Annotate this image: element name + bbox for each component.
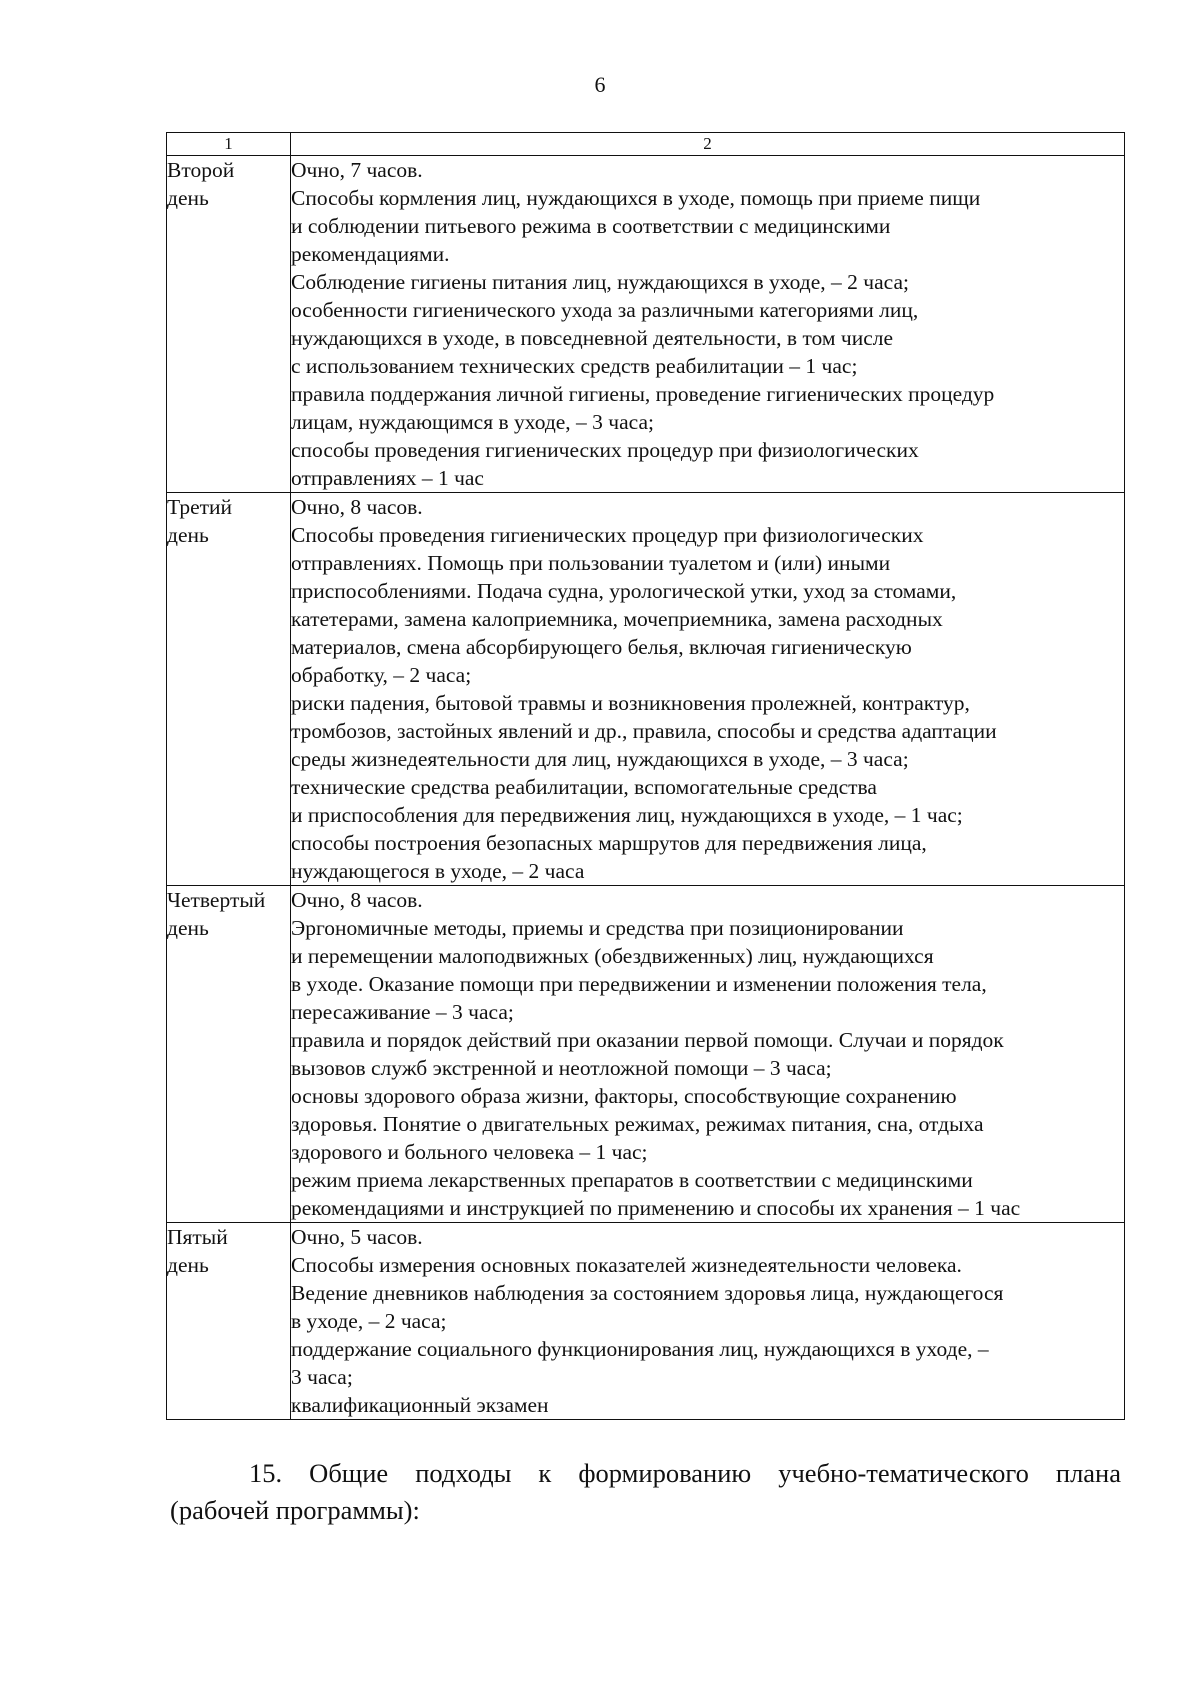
- content-line: отправлениях – 1 час: [291, 466, 484, 490]
- table-body: [167, 156, 1125, 1420]
- content-line: Соблюдение гигиены питания лиц, нуждающихся в уходе, – 2 часа;: [291, 270, 909, 294]
- content-line: вызовов служб экстренной и неотложной помощи – 3 часа;: [291, 1056, 832, 1080]
- content-line: в уходе, – 2 часа;: [291, 1309, 447, 1333]
- table-row: [167, 493, 1125, 886]
- content-line: основы здорового образа жизни, факторы, способствующие сохранению: [291, 1084, 957, 1108]
- day-label-line: Второй: [167, 158, 235, 182]
- content-line: здоровья. Понятие о двигательных режимах, режимах питания, сна, отдыха: [291, 1112, 984, 1136]
- content-line: здорового и больного человека – 1 час;: [291, 1140, 648, 1164]
- day-cell: [167, 156, 291, 493]
- day-label-line: день: [167, 523, 209, 547]
- content-line: Способы проведения гигиенических процедур при физиологических: [291, 523, 924, 547]
- content-line: отправлениях. Помощь при пользовании туалетом и (или) иными: [291, 551, 891, 575]
- column-header-2: 2: [291, 133, 1125, 156]
- content-line: приспособлениями. Подача судна, урологической утки, уход за стомами,: [291, 579, 957, 603]
- day-cell: [167, 1223, 291, 1420]
- content-line: и соблюдении питьевого режима в соответствии с медицинскими: [291, 214, 891, 238]
- content-line: рекомендациями и инструкцией по применению и способы их хранения – 1 час: [291, 1196, 1021, 1220]
- day-label-line: Пятый: [167, 1225, 228, 1249]
- content-cell: [291, 1223, 1125, 1420]
- content-line: Способы измерения основных показателей жизнедеятельности человека.: [291, 1253, 962, 1277]
- day-cell: [167, 493, 291, 886]
- content-line: и приспособления для передвижения лиц, нуждающихся в уходе, – 1 час;: [291, 803, 963, 827]
- day-label-line: день: [167, 1253, 209, 1277]
- content-line: Очно, 7 часов.: [291, 158, 423, 182]
- content-line: способы проведения гигиенических процедур при физиологических: [291, 438, 919, 462]
- content-line: нуждающихся в уходе, в повседневной деятельности, в том числе: [291, 326, 894, 350]
- content-line: особенности гигиенического ухода за различными категориями лиц,: [291, 298, 919, 322]
- day-cell: [167, 886, 291, 1223]
- content-line: Способы кормления лиц, нуждающихся в уходе, помощь при приеме пищи: [291, 186, 981, 210]
- content-line: поддержание социального функционирования лиц, нуждающихся в уходе, –: [291, 1337, 989, 1361]
- table-row: [167, 886, 1125, 1223]
- content-line: режим приема лекарственных препаратов в соответствии с медицинскими: [291, 1168, 973, 1192]
- content-line: и перемещении малоподвижных (обездвиженных) лиц, нуждающихся: [291, 944, 934, 968]
- section-heading-line-2: (рабочей программы):: [170, 1495, 420, 1525]
- content-line: 3 часа;: [291, 1365, 353, 1389]
- day-label-line: день: [167, 186, 209, 210]
- content-line: среды жизнедеятельности для лиц, нуждающихся в уходе, – 3 часа;: [291, 747, 909, 771]
- content-line: тромбозов, застойных явлений и др., правила, способы и средства адаптации: [291, 719, 997, 743]
- section-heading-line-1: 15. Общие подходы к формированию учебно-тематического плана: [249, 1458, 1121, 1488]
- content-line: риски падения, бытовой травмы и возникновения пролежней, контрактур,: [291, 691, 970, 715]
- page-number: 6: [594, 72, 606, 97]
- table-row: [167, 1223, 1125, 1420]
- table-row: [167, 156, 1125, 493]
- day-label-line: Четвертый: [167, 888, 266, 912]
- content-line: материалов, смена абсорбирующего белья, включая гигиеническую: [291, 635, 912, 659]
- content-line: Ведение дневников наблюдения за состоянием здоровья лица, нуждающегося: [291, 1281, 1004, 1305]
- content-line: лицам, нуждающимся в уходе, – 3 часа;: [291, 410, 654, 434]
- content-line: катетерами, замена калоприемника, мочеприемника, замена расходных: [291, 607, 943, 631]
- content-cell: [291, 886, 1125, 1223]
- content-cell: [291, 493, 1125, 886]
- content-line: в уходе. Оказание помощи при передвижении и изменении положения тела,: [291, 972, 987, 996]
- content-line: Эргономичные методы, приемы и средства при позиционировании: [291, 916, 904, 940]
- content-line: технические средства реабилитации, вспомогательные средства: [291, 775, 877, 799]
- table-header-row: [167, 133, 1125, 156]
- content-line: Очно, 8 часов.: [291, 888, 423, 912]
- content-line: рекомендациями.: [291, 242, 450, 266]
- column-header-1: 1: [167, 133, 291, 156]
- content-line: нуждающегося в уходе, – 2 часа: [291, 859, 585, 883]
- schedule-table: [166, 132, 1125, 1420]
- content-line: Очно, 8 часов.: [291, 495, 423, 519]
- section-heading: [170, 1455, 1121, 1529]
- content-line: правила и порядок действий при оказании первой помощи. Случаи и порядок: [291, 1028, 1004, 1052]
- day-label-line: день: [167, 916, 209, 940]
- day-label-line: Третий: [167, 495, 233, 519]
- content-line: пересаживание – 3 часа;: [291, 1000, 514, 1024]
- content-line: квалификационный экзамен: [291, 1393, 549, 1417]
- content-cell: [291, 156, 1125, 493]
- content-line: способы построения безопасных маршрутов для передвижения лица,: [291, 831, 927, 855]
- content-line: правила поддержания личной гигиены, проведение гигиенических процедур: [291, 382, 995, 406]
- content-line: Очно, 5 часов.: [291, 1225, 423, 1249]
- content-line: обработку, – 2 часа;: [291, 663, 472, 687]
- content-line: с использованием технических средств реабилитации – 1 час;: [291, 354, 858, 378]
